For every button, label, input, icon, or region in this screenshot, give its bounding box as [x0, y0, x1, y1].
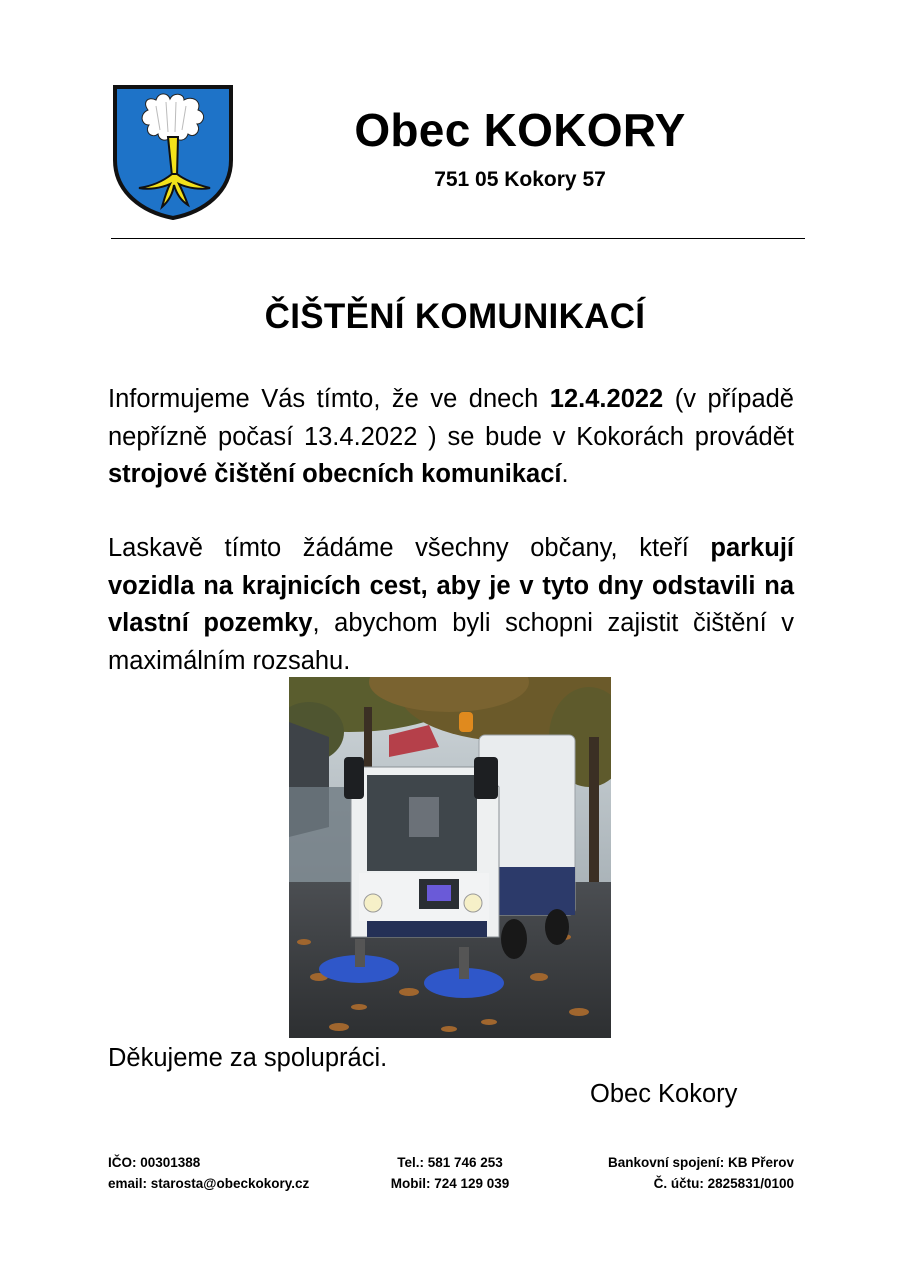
signature: Obec Kokory [590, 1080, 738, 1108]
p1-text-1: Informujeme Vás tímto, že ve dnech [108, 385, 550, 413]
coat-of-arms-eagle-leg-icon [112, 84, 234, 220]
cleaning-type: strojové čištění obecních komunikací [108, 460, 562, 488]
notice-paragraph-1 [108, 381, 794, 494]
footer-contact-left [108, 1153, 309, 1194]
footer-mobil: Mobil: 724 129 039 [390, 1175, 510, 1191]
footer-contact-center [360, 1153, 540, 1194]
header-divider [111, 238, 805, 239]
cleaning-date: 12.4.2022 [549, 385, 664, 413]
p2-text-1: Laskavě tímto žádáme všechny občany, kteří [108, 534, 711, 562]
coat-of-arms [112, 84, 234, 220]
p2-text-2: , abychom byli schopni zajistit čištění v maximálním rozsahu. [108, 609, 794, 675]
p1-text-2: (v případě nepřízně počasí 13.4.2022 ) se bude v Kokorách provádět [108, 385, 794, 451]
town-name: Obec KOKORY [354, 104, 686, 156]
footer-contact-right [560, 1153, 794, 1194]
notice-title: ČIŠTĚNÍ KOMUNIKACÍ [264, 297, 646, 336]
street-sweeper-photo [289, 677, 611, 1038]
footer-bank: Bankovní spojení: KB Přerov [607, 1155, 794, 1170]
footer-tel: Tel.: 581 746 253 [397, 1155, 503, 1170]
p1-text-3: . [561, 460, 569, 488]
parking-request: parkují vozidla na krajnicích cest, aby je v tyto dny odstavili na vlastní pozemky [108, 534, 794, 637]
footer-ico: IČO: 00301388 [108, 1155, 201, 1170]
footer-email: email: starosta@obeckokory.cz [108, 1175, 310, 1191]
town-address: 751 05 Kokory 57 [434, 168, 606, 191]
footer-account: Č. účtu: 2825831/0100 [653, 1175, 794, 1191]
notice-paragraph-2 [108, 530, 794, 680]
thanks-text: Děkujeme za spolupráci. [108, 1044, 388, 1072]
